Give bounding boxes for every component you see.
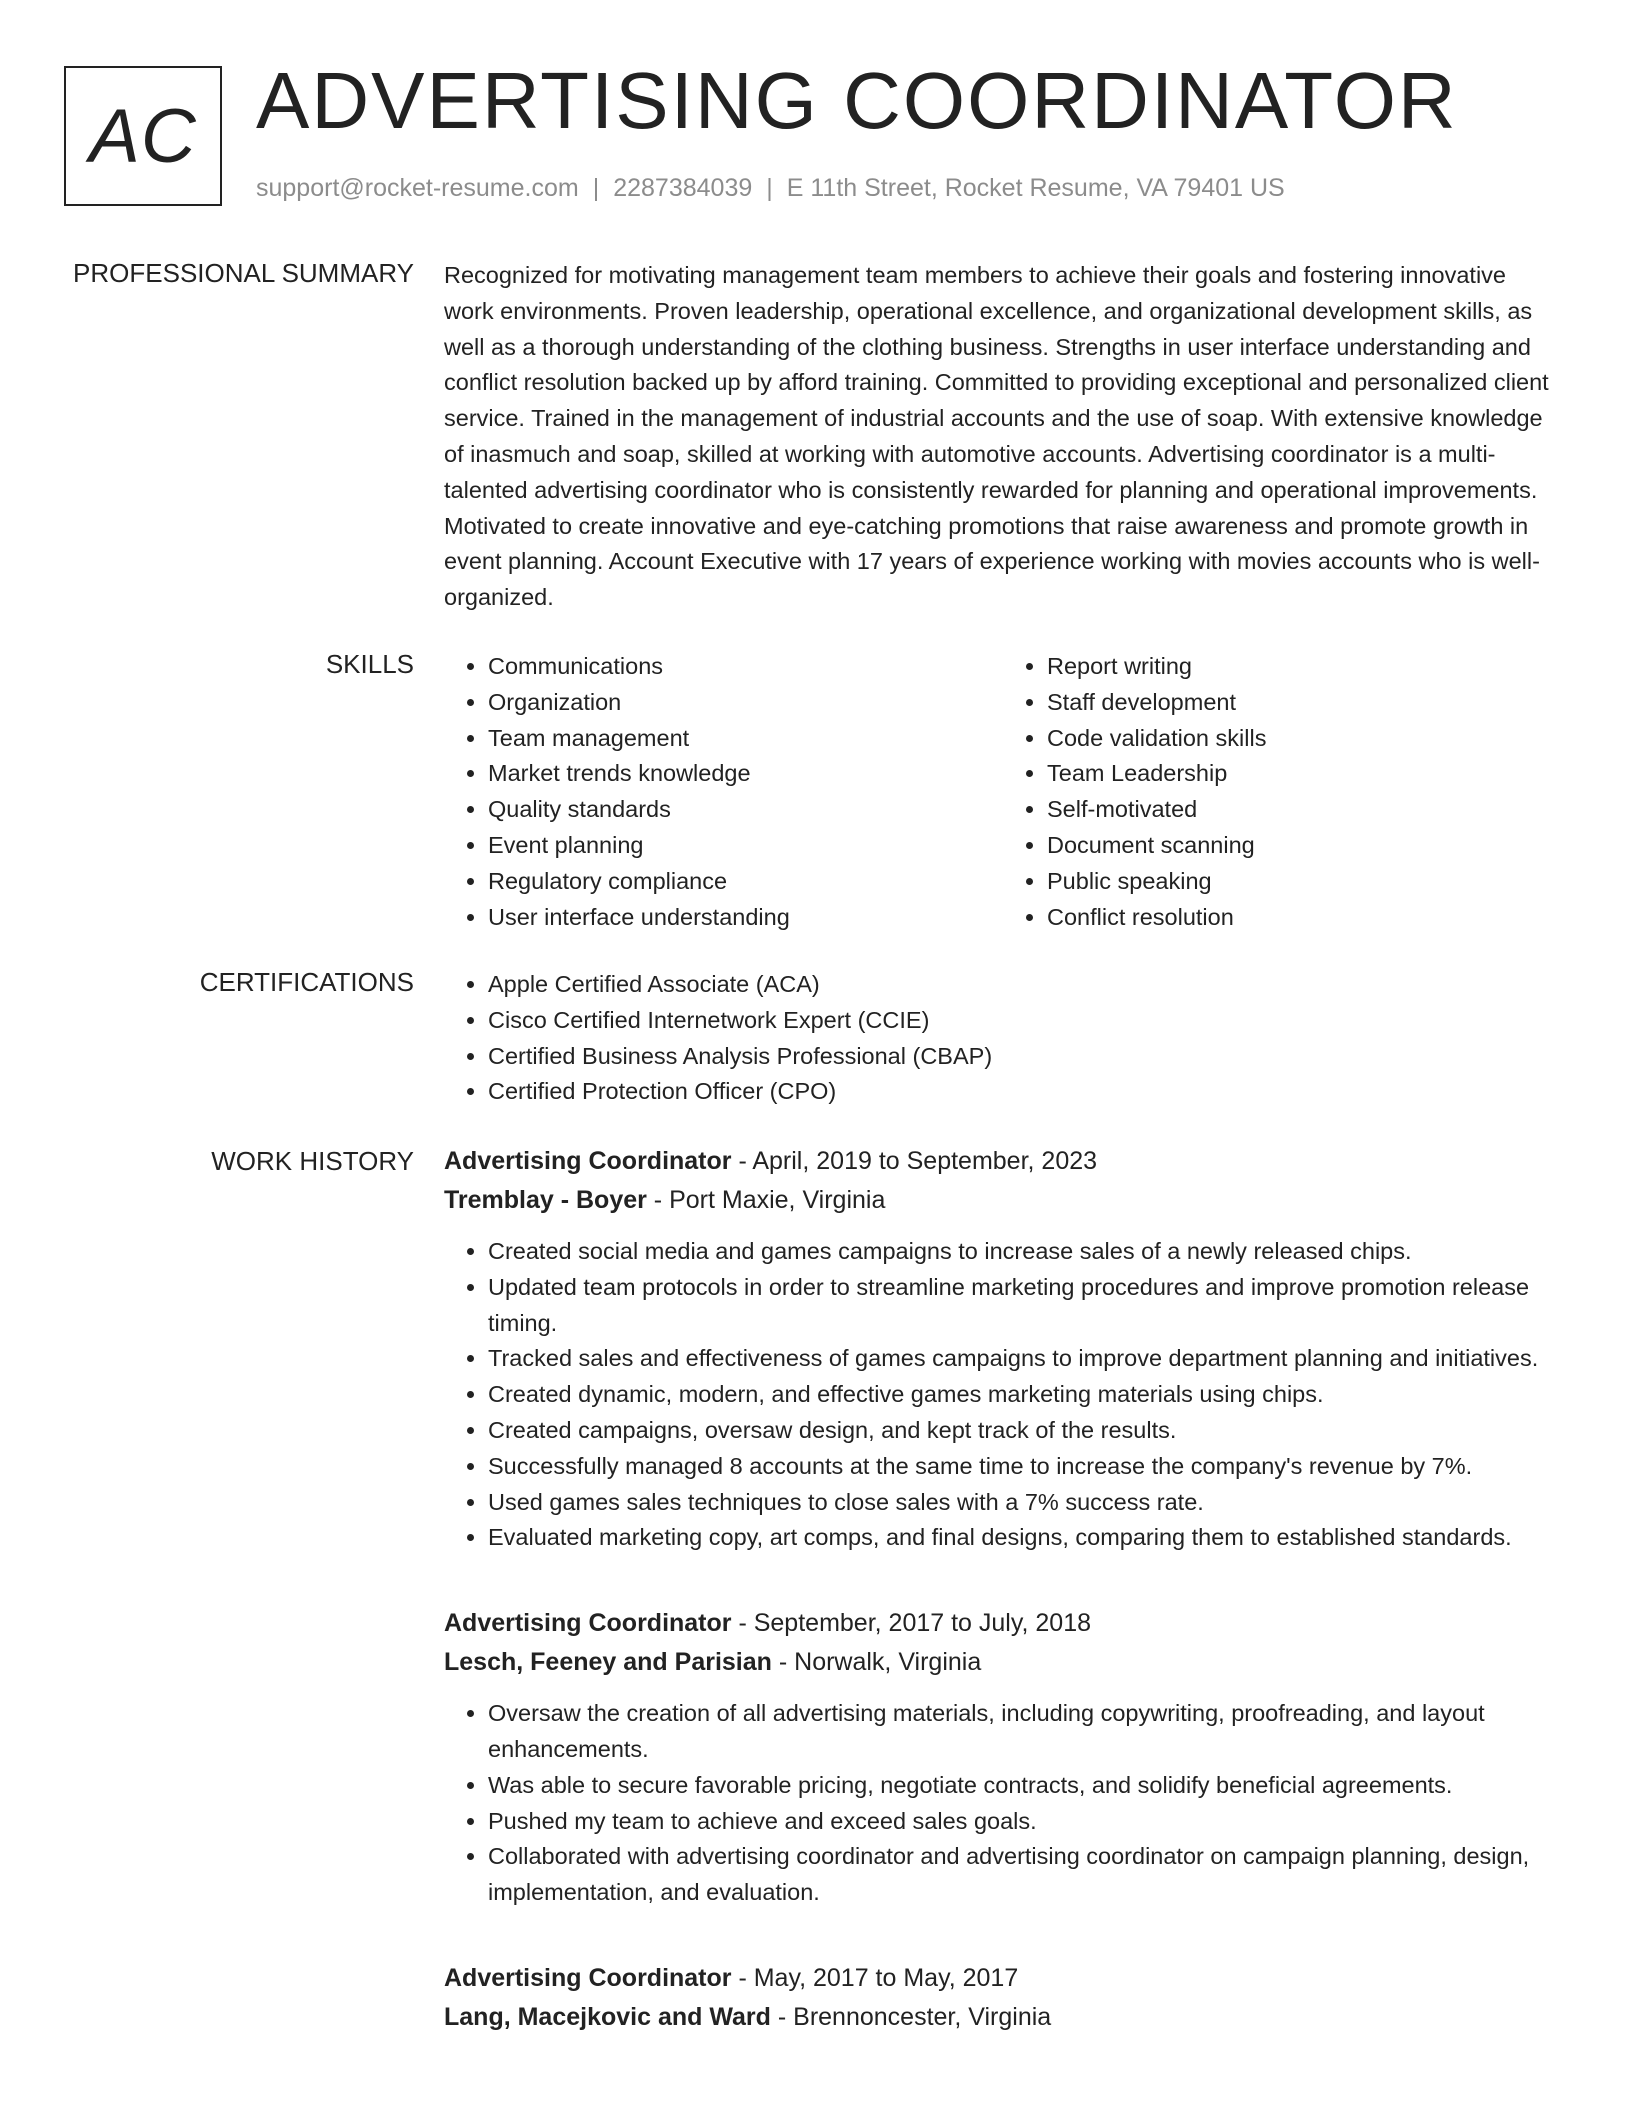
summary-text: Recognized for motivating management team members to achieve their goals and fostering innovative work environments. Proven leadership, operational excellence, and organizational development skills, as well as a thorough understanding of the clothing business. Strengths in user interface understanding and conflict resolution backed up by afford training. Committed to providing exceptional and personalized client service. Trained in the management of industrial accounts and the use of soap. With extensive knowledge of inasmuch and soap, skilled at working with automotive accounts. Advertising coordinator is a multi-talented advertising coordinator who is consistently rewarded for planning and operational improvements. Motivated to create innovative and eye-catching promotions that raise awareness and promote growth in event planning. Account Executive with 17 years of experience working with movies accounts who is well-organized. [444, 262, 1549, 611]
job-title-line [444, 1959, 1562, 1997]
list-item: • Team management [488, 721, 1003, 757]
certifications-list [444, 967, 1562, 1110]
list-item: • Updated team protocols in order to streamline marketing procedures and improve promotion release timing. [488, 1270, 1562, 1342]
job-dates: - May, 2017 to May, 2017 [731, 1963, 1019, 1992]
contact-line [256, 174, 1285, 203]
contact-separator: | [592, 174, 600, 202]
list-item: • Staff development [1047, 685, 1562, 721]
list-item: • Created dynamic, modern, and effective games marketing materials using chips. [488, 1377, 1562, 1413]
list-item: • Oversaw the creation of all advertising materials, including copywriting, proofreading, and layout enhancements. [488, 1696, 1562, 1768]
job-location: - Norwalk, Virginia [771, 1648, 982, 1677]
job-company-line [444, 1180, 1562, 1220]
list-item: • Code validation skills [1047, 721, 1562, 757]
list-item: • Team Leadership [1047, 756, 1562, 792]
job-bullets [444, 1234, 1562, 1556]
list-item: • Successfully managed 8 accounts at the same time to increase the company's revenue by 7%. [488, 1449, 1562, 1485]
job-company: Lang, Macejkovic and Ward [444, 2002, 771, 2031]
work-history-heading: WORK HISTORY [211, 1146, 414, 1176]
list-item: • Market trends knowledge [488, 756, 1003, 792]
job-title: Advertising Coordinator [444, 1963, 732, 1992]
jobs-container [444, 1142, 1562, 2037]
list-item: • Public speaking [1047, 864, 1562, 900]
job-entry [444, 1604, 1562, 1911]
list-item: • Created social media and games campaigns to increase sales of a newly released chips. [488, 1234, 1562, 1270]
list-item: • Cisco Certified Internetwork Expert (CCIE) [488, 1003, 1562, 1039]
list-item: • Used games sales techniques to close sales with a 7% success rate. [488, 1485, 1562, 1521]
job-dates: - September, 2017 to July, 2018 [731, 1609, 1092, 1638]
list-item: • Regulatory compliance [488, 864, 1003, 900]
list-item: • Evaluated marketing copy, art comps, and final designs, comparing them to established standards. [488, 1520, 1562, 1556]
job-company: Tremblay - Boyer [444, 1186, 647, 1214]
list-item: • Certified Business Analysis Professional (CBAP) [488, 1039, 1562, 1075]
list-item: • Organization [488, 685, 1003, 721]
list-item: • Pushed my team to achieve and exceed sales goals. [488, 1804, 1562, 1840]
contact-phone[interactable]: 2287384039 [613, 174, 753, 202]
skills-heading: SKILLS [325, 649, 414, 679]
resume-title: ADVERTISING COORDINATOR [256, 56, 1458, 145]
list-item: • Collaborated with advertising coordinator and advertising coordinator on campaign planning, design, implementation, and evaluation. [488, 1839, 1562, 1911]
list-item: • Created campaigns, oversaw design, and kept track of the results. [488, 1413, 1562, 1449]
job-entry [444, 1959, 1562, 2037]
job-company-line [444, 1997, 1562, 2037]
contact-email[interactable]: support@rocket-resume.com [256, 174, 579, 202]
job-bullets [444, 1696, 1562, 1911]
list-item: • Report writing [1047, 649, 1562, 685]
skills-list-right [1003, 649, 1562, 935]
job-title-line [444, 1142, 1562, 1180]
job-location: - Brennoncester, Virginia [770, 2002, 1052, 2031]
job-title-line [444, 1604, 1562, 1642]
list-item: • Document scanning [1047, 828, 1562, 864]
list-item: • Was able to secure favorable pricing, negotiate contracts, and solidify beneficial agreements. [488, 1768, 1562, 1804]
list-item: • Tracked sales and effectiveness of games campaigns to improve department planning and initiatives. [488, 1341, 1562, 1377]
contact-address: E 11th Street, Rocket Resume, VA 79401 US [786, 174, 1285, 202]
certifications-heading: CERTIFICATIONS [199, 967, 414, 997]
list-item: • Apple Certified Associate (ACA) [488, 967, 1562, 1003]
job-company: Lesch, Feeney and Parisian [444, 1648, 772, 1677]
contact-separator: | [766, 174, 773, 202]
job-dates: - April, 2019 to September, 2023 [731, 1147, 1098, 1175]
list-item: • Event planning [488, 828, 1003, 864]
job-title: Advertising Coordinator [444, 1147, 732, 1175]
list-item: • User interface understanding [488, 900, 1003, 936]
list-item: • Communications [488, 649, 1003, 685]
list-item: • Quality standards [488, 792, 1003, 828]
job-entry [444, 1142, 1562, 1556]
list-item: • Self-motivated [1047, 792, 1562, 828]
list-item: • Conflict resolution [1047, 900, 1562, 936]
list-item: • Certified Protection Officer (CPO) [488, 1074, 1562, 1110]
job-company-line [444, 1642, 1562, 1682]
skills-list-left [444, 649, 1003, 935]
summary-heading: PROFESSIONAL SUMMARY [73, 258, 414, 288]
job-location: - Port Maxie, Virginia [646, 1186, 886, 1214]
monogram-logo: AC [64, 66, 222, 206]
job-title: Advertising Coordinator [444, 1609, 732, 1638]
